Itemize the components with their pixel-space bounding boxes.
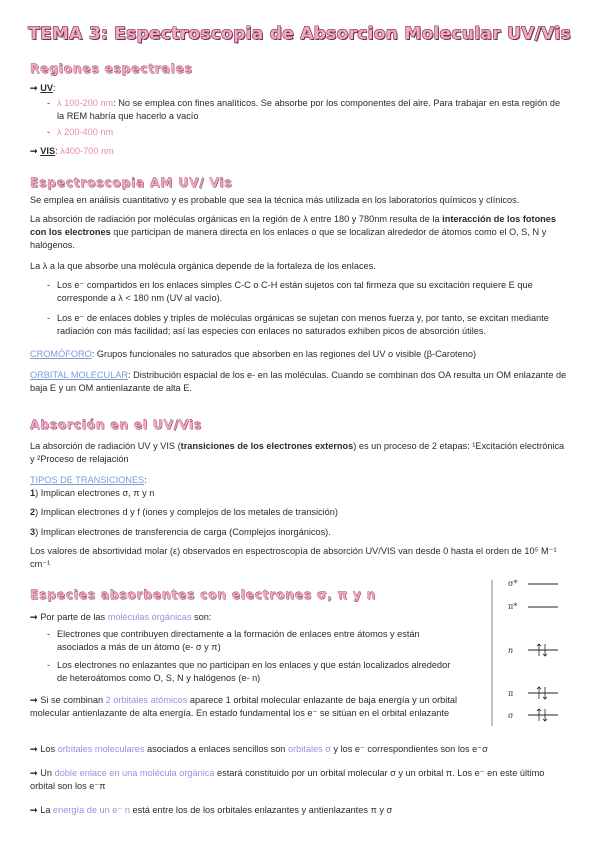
heading-regiones: Regiones espectrales: [30, 61, 193, 76]
arrow-icon: ➞: [30, 695, 41, 705]
uv-line: ➞ UV:: [30, 83, 56, 93]
arrow-icon: ➞: [30, 612, 41, 622]
orbital-label: ORBITAL MOLECULAR: [30, 370, 129, 380]
t1-text: ) Implican electrones σ, π y n: [35, 488, 155, 498]
heading-am: Espectroscopia AM UV/ Vis: [30, 175, 233, 190]
label-pi: π: [508, 689, 514, 698]
arrow-icon: ➞: [30, 146, 41, 156]
t2-text: ) Implican electrones d y f (iones y complejos de los metales de transición): [35, 507, 338, 517]
a4-hl: doble enlace en una molécula orgánica: [54, 768, 215, 778]
a2-hl: 2 orbitales atómicos: [105, 695, 188, 705]
especies-a3: [30, 743, 570, 756]
especies-a4: [30, 767, 570, 793]
a3-pre: Los: [40, 744, 58, 754]
vis-line: ➞ VIS: λ400-700 nm: [30, 146, 114, 156]
t3-num: 3: [30, 527, 36, 537]
transicion-3: [30, 526, 570, 539]
orbital-energy-diagram: [488, 578, 568, 728]
label-sigma-star: σ*: [508, 579, 518, 588]
a2-pre: Si se combinan: [40, 695, 106, 705]
especies-a2: [30, 694, 480, 720]
uv-range-1: λ 100-200 nm: [57, 98, 114, 108]
label-sigma: σ: [508, 711, 514, 720]
especies-bullet-2: - Los electrones no enlazantes que no participan en los enlaces y que están localizados alrededor de heteroátomos como O, S, N y halógenos (e- n): [57, 659, 457, 685]
uv-item-1: [57, 97, 567, 123]
am-bullet-2: - Los e⁻ de enlaces dobles y triples de moléculas orgánicas se sujetan con menos fuerza y, por tanto, se excitan mediante radiación con más facilidad; así las especies con enlaces no saturados exhiben picos de absorción útiles.: [57, 312, 567, 338]
label-pi-star: π*: [508, 602, 518, 611]
a3-hl1: orbitales moleculares: [57, 744, 145, 754]
tipos-label: TIPOS DE TRANSICIONES: [30, 475, 145, 485]
t3-text: ) Implican electrones de transferencia de carga (Complejos inorgánicos).: [35, 527, 331, 537]
a1-hl: moléculas orgánicas: [107, 612, 192, 622]
a1-pre: Por parte de las: [40, 612, 108, 622]
a3-mid: asociados a enlaces sencillos son: [144, 744, 288, 754]
am-p3: La λ a la que absorbe una molécula orgánica depende de la fortaleza de los enlaces.: [30, 261, 376, 271]
especies-a1: [30, 611, 470, 624]
vis-label: VIS: [40, 146, 56, 156]
uv-text-1: : No se emplea con fines analíticos. Se absorbe por los componentes del aire. Para trabajar en esta región de la REM habría que hacerlo a vacío: [57, 98, 561, 121]
transicion-2: [30, 506, 570, 519]
am-p2-b: interacción de los fotones con los electrones: [30, 214, 557, 237]
arrow-icon: ➞: [30, 768, 41, 778]
a5-pre: La: [40, 805, 54, 815]
am-p2: [30, 213, 570, 252]
am-bullet-1: - Los e⁻ compartidos en los enlaces simples C-C o C-H están sujetos con tal firmeza que su excitación requiere E que corresponde a λ < 180 nm (UV al vacío).: [57, 279, 567, 305]
t1-num: 1: [30, 488, 36, 498]
a5-post: está entre los de los orbitales enlazantes y antienlazantes π y σ: [129, 805, 393, 815]
uv-item-2: [57, 126, 567, 139]
abs-p1-a: La absorción de radiación UV y VIS (: [30, 441, 181, 451]
transicion-1: [30, 487, 570, 500]
page-title: TEMA 3: Espectroscopia de Absorcion Molecular UV/Vis: [28, 24, 571, 44]
especies-a5: [30, 804, 570, 817]
orbital-text: : Distribución espacial de los e- en las moléculas. Cuando se combinan dos OA resulta un OM enlazante de baja E y un OM antienlazante de alta E.: [30, 370, 567, 393]
especies-bullet-1: - Electrones que contribuyen directamente a la formación de enlaces entre átomos y están asociados a más de un átomo (e- σ y π): [57, 628, 457, 654]
cromoforo-text: : Grupos funcionales no saturados que absorben en las regiones del UV o visible (β-Caroteno): [91, 349, 476, 359]
uv-label: UV: [40, 83, 54, 93]
label-n: n: [508, 646, 514, 655]
a5-hl: energía de un e⁻ n: [53, 805, 130, 815]
a3-post: y los e⁻ correspondientes son los e⁻σ: [330, 744, 488, 754]
vis-range: λ400-700 nm: [60, 146, 114, 156]
abs-p1-b: transiciones de los electrones externos: [180, 441, 354, 451]
a3-hl2: orbitales σ: [287, 744, 331, 754]
arrow-icon: ➞: [30, 805, 41, 815]
heading-absorcion: Absorción en el UV/Vis: [30, 417, 202, 432]
am-p2-a: La absorción de radiación por moléculas orgánicas en la región de λ entre 180 y 780nm resulta de la: [30, 214, 443, 224]
am-p1: Se emplea en análisis cuantitativo y es probable que sea la técnica más utilizada en los laboratorios químicos y clínicos.: [30, 195, 520, 205]
t2-num: 2: [30, 507, 36, 517]
arrow-icon: ➞: [30, 744, 41, 754]
abs-p-last: Los valores de absortividad molar (ε) observados en espectroscopía de absorción UV/VIS van desde 0 hasta el orden de 10⁵ M⁻¹ cm⁻¹: [30, 546, 557, 569]
a4-pre: Un: [40, 768, 55, 778]
am-p2-c: que participan de manera directa en los enlaces o que se localizan alrededor de átomos como el O, S, N y halógenos.: [30, 227, 547, 250]
tipos-label-line: TIPOS DE TRANSICIONES:: [30, 475, 147, 485]
a1-post: son:: [191, 612, 212, 622]
orbital-line: [30, 369, 570, 395]
arrow-icon: ➞: [30, 83, 41, 93]
abs-p1-c: ) es un proceso de 2 etapas: ¹Excitación electrónica y ²Proceso de relajación: [30, 441, 565, 464]
cromoforo-line: [30, 348, 570, 361]
heading-especies: Especies absorbentes con electrones σ, π y n: [30, 587, 377, 602]
abs-p1: [30, 440, 570, 466]
a2-post: aparece 1 orbital molecular enlazante de baja energía y un orbital molecular antienlazante de alta energía. En estado fundamental los e⁻ se sitúan en el orbital enlazante: [30, 695, 458, 718]
uv-range-2: λ 200-400 nm: [57, 127, 114, 137]
cromoforo-label: CROMÓFORO: [30, 349, 92, 359]
a4-post: estará constituido por un orbital molecular σ y un orbital π. Los e⁻ en este último orbital son los e⁻π: [30, 768, 545, 791]
